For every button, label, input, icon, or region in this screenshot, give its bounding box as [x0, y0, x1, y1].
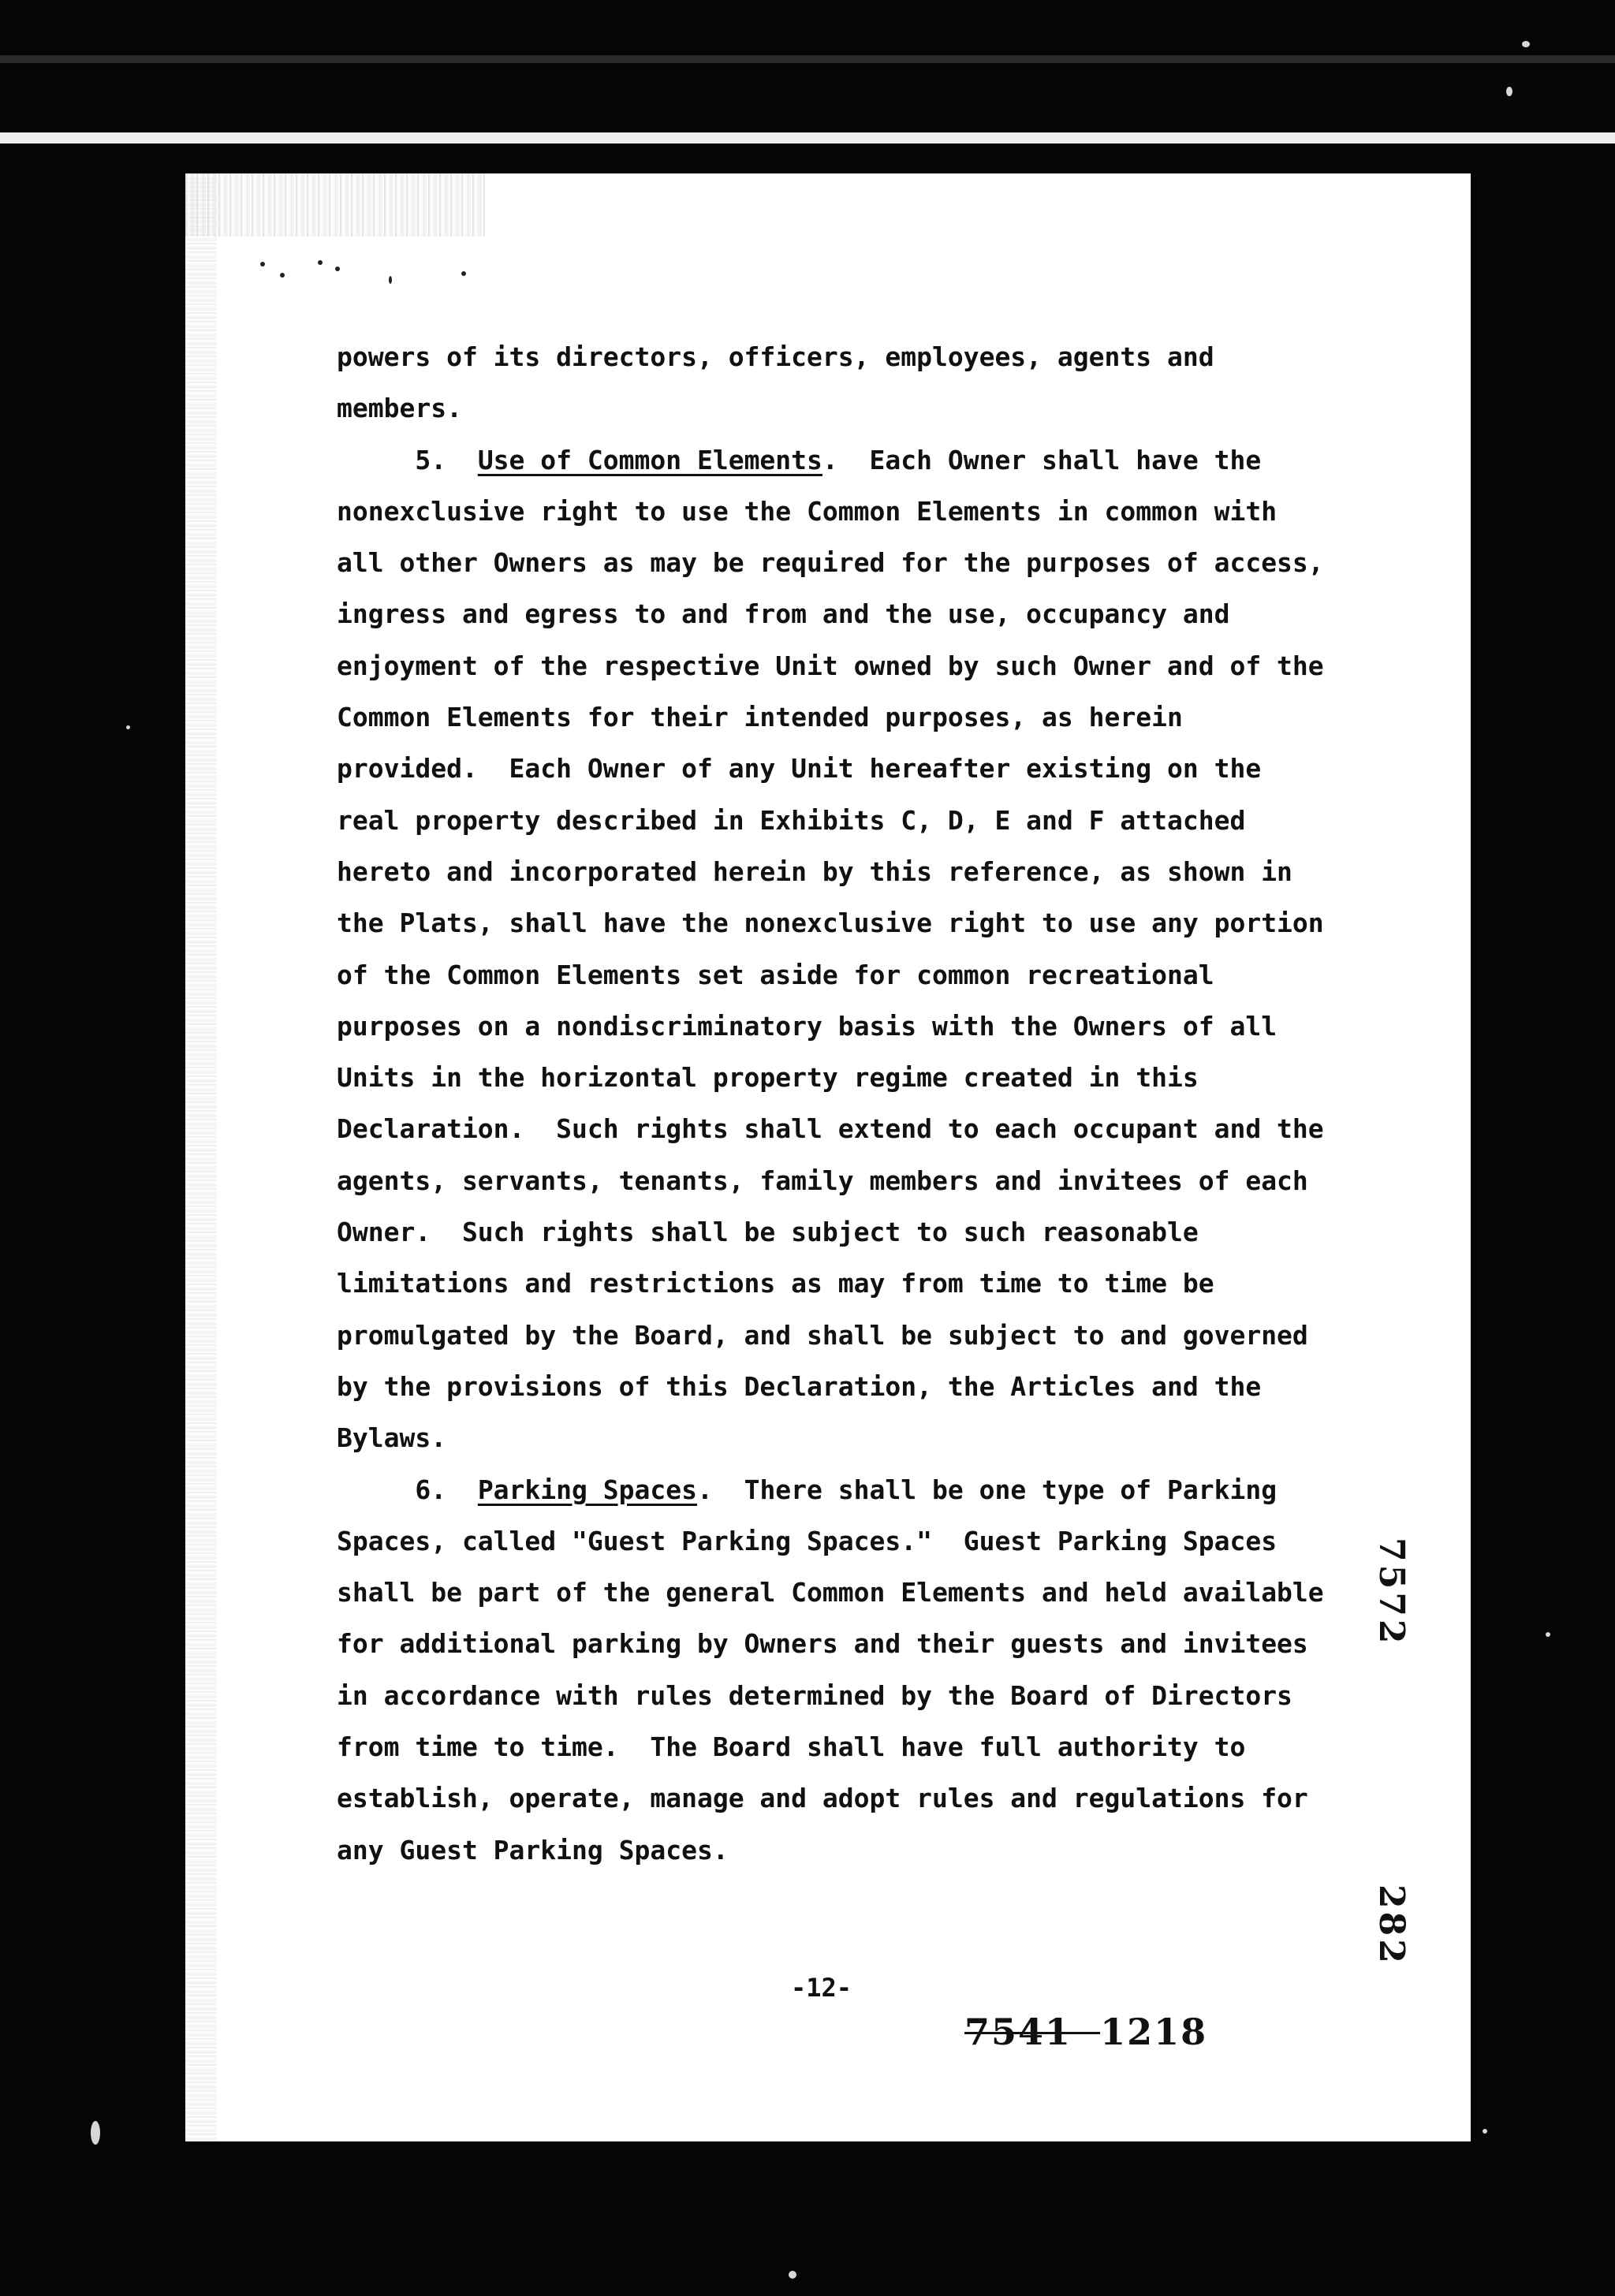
text-line	[337, 1464, 1471, 1515]
text-line	[337, 795, 1471, 846]
stamp-bottom-gap	[1072, 2011, 1100, 2053]
text-line	[337, 846, 1471, 897]
page-number: -12-	[791, 1973, 852, 2003]
text-segment: Owner. Such rights shall be subject to such reasonable	[337, 1217, 1199, 1248]
text-segment: Declaration. Such rights shall extend to each occupant and the	[337, 1113, 1324, 1145]
text-line	[337, 1824, 1471, 1876]
text-segment: by the provisions of this Declaration, the Articles and the	[337, 1370, 1262, 1402]
text-segment: hereto and incorporated herein by this reference, as shown in	[337, 855, 1292, 887]
scan-dot	[318, 260, 323, 265]
section-heading: Parking Spaces	[477, 1474, 697, 1505]
text-segment: nonexclusive right to use the Common Elements in common with	[337, 495, 1277, 527]
text-line	[337, 486, 1471, 537]
text-segment: any Guest Parking Spaces.	[337, 1834, 729, 1866]
bottom-reference-stamp	[964, 2011, 1207, 2053]
section-heading: Use of Common Elements	[477, 444, 822, 475]
scan-speck	[1483, 2129, 1487, 2134]
scan-noise-top	[185, 173, 485, 237]
text-segment: real property described in Exhibits C, D, E and F attached	[337, 804, 1246, 836]
scan-speck	[789, 2271, 796, 2279]
side-reference-stamp	[1341, 1538, 1490, 1966]
text-line	[337, 382, 1471, 434]
document-page	[185, 173, 1471, 2141]
stamp-side-book: 7572	[1371, 1538, 1412, 1647]
text-line	[337, 1103, 1471, 1154]
text-segment: in accordance with rules determined by the Board of Directors	[337, 1679, 1292, 1711]
text-segment: . There shall be one type of Parking	[696, 1474, 1277, 1505]
text-line	[337, 1155, 1471, 1206]
text-line	[337, 1618, 1471, 1669]
text-segment: shall be part of the general Common Elements and held available	[337, 1577, 1324, 1608]
text-line	[337, 1567, 1471, 1618]
scan-dot	[260, 262, 265, 266]
text-segment: Units in the horizontal property regime created in this	[337, 1062, 1199, 1094]
text-line	[337, 1258, 1471, 1309]
text-segment: Spaces, called "Guest Parking Spaces." Guest Parking Spaces	[337, 1525, 1277, 1556]
text-segment: agents, servants, tenants, family members and invitees of each	[337, 1165, 1308, 1196]
text-line	[337, 897, 1471, 949]
text-segment: 5.	[337, 444, 478, 475]
scan-speck	[1546, 1632, 1550, 1637]
scan-dot	[335, 266, 340, 271]
text-line	[337, 640, 1471, 691]
scan-dot	[389, 276, 392, 284]
scan-speck	[126, 725, 130, 729]
stamp-bottom-book: 7541	[964, 2011, 1072, 2053]
text-line	[337, 949, 1471, 1001]
text-line	[337, 1772, 1471, 1824]
text-segment: promulgated by the Board, and shall be subject to and governed	[337, 1319, 1308, 1351]
text-segment: . Each Owner shall have the	[822, 444, 1262, 475]
text-segment: ingress and egress to and from and the use, occupancy and	[337, 598, 1230, 630]
text-segment: members.	[337, 393, 462, 424]
text-line	[337, 537, 1471, 588]
text-line	[337, 1310, 1471, 1361]
text-line	[337, 1515, 1471, 1567]
stamp-side-page: 282	[1371, 1884, 1412, 1966]
text-line	[337, 1001, 1471, 1052]
text-line	[337, 1721, 1471, 1772]
text-line	[337, 331, 1471, 382]
text-line	[337, 1052, 1471, 1103]
text-line	[337, 1206, 1471, 1258]
text-line	[337, 1670, 1471, 1721]
text-segment: of the Common Elements set aside for common recreational	[337, 959, 1214, 990]
scan-noise-left	[185, 173, 217, 2141]
text-line	[337, 1412, 1471, 1463]
document-body-text	[337, 331, 1471, 1876]
stamp-bottom-page: 1218	[1100, 2011, 1208, 2053]
scan-page-edge	[0, 132, 1615, 144]
text-segment: powers of its directors, officers, employees, agents and	[337, 341, 1214, 372]
text-line	[337, 743, 1471, 794]
text-segment: provided. Each Owner of any Unit hereafter existing on the	[337, 753, 1262, 785]
text-segment: limitations and restrictions as may from time to time be	[337, 1268, 1214, 1299]
text-segment: purposes on a nondiscriminatory basis with the Owners of all	[337, 1010, 1277, 1042]
text-segment: for additional parking by Owners and their guests and invitees	[337, 1628, 1308, 1660]
text-segment: enjoyment of the respective Unit owned by such Owner and of the	[337, 650, 1324, 681]
text-line	[337, 1361, 1471, 1412]
text-segment: establish, operate, manage and adopt rules and regulations for	[337, 1783, 1308, 1814]
scan-speck	[91, 2121, 100, 2145]
text-line	[337, 691, 1471, 743]
text-segment: Bylaws.	[337, 1422, 447, 1454]
text-segment: Common Elements for their intended purposes, as herein	[337, 702, 1183, 733]
text-segment: the Plats, shall have the nonexclusive right to use any portion	[337, 908, 1324, 939]
scan-speck	[1522, 41, 1530, 47]
scan-dot	[461, 271, 466, 276]
text-segment: all other Owners as may be required for the purposes of access,	[337, 547, 1324, 579]
scan-speck	[1506, 87, 1512, 96]
text-line	[337, 434, 1471, 486]
text-segment: 6.	[337, 1474, 478, 1505]
scan-dot	[280, 273, 285, 278]
text-segment: from time to time. The Board shall have full authority to	[337, 1731, 1246, 1763]
scan-border-band	[0, 55, 1615, 63]
text-line	[337, 588, 1471, 639]
